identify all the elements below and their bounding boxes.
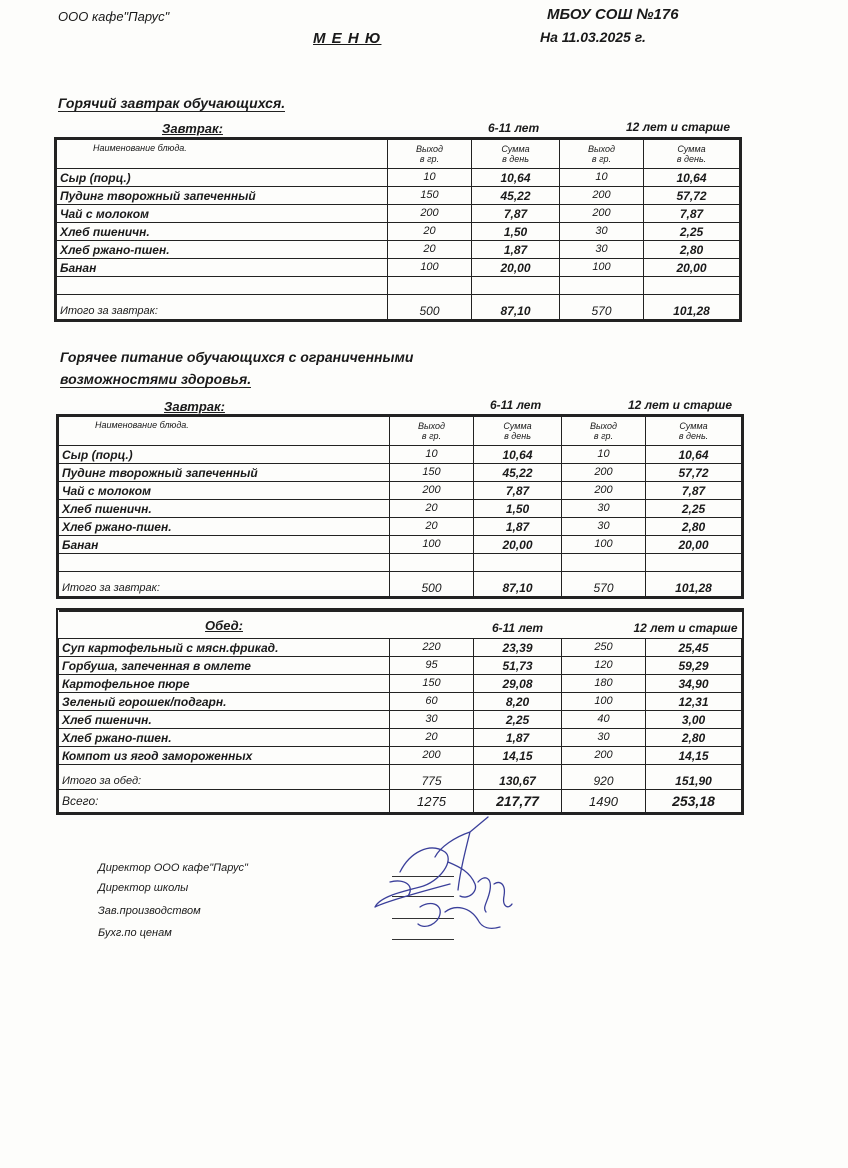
portion-12plus: 180 xyxy=(562,675,646,693)
table-header-row xyxy=(57,140,740,169)
portion-12plus: 10 xyxy=(562,446,646,464)
portion-6-11: 20 xyxy=(388,223,472,241)
portion-6-11: 200 xyxy=(390,482,474,500)
price-12plus: 25,45 xyxy=(646,639,742,657)
grand-price-12plus: 253,18 xyxy=(646,790,742,813)
portion-12plus: 30 xyxy=(560,223,644,241)
portion-12plus: 200 xyxy=(562,747,646,765)
price-6-11: 1,87 xyxy=(474,518,562,536)
dish-name: Хлеб пшеничн. xyxy=(59,711,390,729)
table-row-empty xyxy=(59,554,742,572)
dish-name: Чай с молоком xyxy=(59,482,390,500)
total-label: Итого за завтрак: xyxy=(59,572,390,597)
col-out1-header: Выход в гр. xyxy=(388,140,472,169)
portion-6-11: 100 xyxy=(388,259,472,277)
col-out2-header: Выход в гр. xyxy=(562,417,646,446)
grand-total-label: Всего: xyxy=(59,790,390,813)
price-6-11: 10,64 xyxy=(474,446,562,464)
price-6-11: 1,87 xyxy=(472,241,560,259)
section2-age2: 12 лет и старше xyxy=(628,398,733,412)
portion-6-11: 150 xyxy=(390,675,474,693)
price-6-11: 1,50 xyxy=(472,223,560,241)
dish-name: Сыр (порц.) xyxy=(57,169,388,187)
portion-12plus: 30 xyxy=(562,518,646,536)
section1-age1: 6-11 лет xyxy=(488,121,540,135)
portion-6-11: 20 xyxy=(390,729,474,747)
table-row-empty xyxy=(57,277,740,295)
dish-name: Хлеб ржано-пшен. xyxy=(59,729,390,747)
table-row xyxy=(57,169,740,187)
total-portion-6-11: 775 xyxy=(390,765,474,790)
portion-6-11: 150 xyxy=(390,464,474,482)
price-6-11: 7,87 xyxy=(474,482,562,500)
company-name: ООО кафе"Парус" xyxy=(58,9,170,24)
portion-6-11: 95 xyxy=(390,657,474,675)
table-row xyxy=(59,518,742,536)
total-portion-12plus: 570 xyxy=(562,572,646,597)
portion-12plus: 100 xyxy=(560,259,644,277)
portion-12plus: 200 xyxy=(560,205,644,223)
table-row xyxy=(57,205,740,223)
lunch-header-row xyxy=(59,611,742,639)
portion-12plus: 200 xyxy=(560,187,644,205)
price-12plus: 3,00 xyxy=(646,711,742,729)
price-12plus: 34,90 xyxy=(646,675,742,693)
portion-12plus: 120 xyxy=(562,657,646,675)
table-total-row xyxy=(59,572,742,597)
table-row xyxy=(59,675,742,693)
dish-name: Хлеб ржано-пшен. xyxy=(57,241,388,259)
signature-director-school-label: Директор школы xyxy=(98,882,189,894)
col-out2-header: Выход в гр. xyxy=(560,140,644,169)
portion-12plus: 100 xyxy=(562,693,646,711)
lunch-age1: 6-11 лет xyxy=(474,611,562,639)
portion-6-11: 20 xyxy=(390,500,474,518)
table-row xyxy=(59,482,742,500)
price-12plus: 57,72 xyxy=(644,187,740,205)
price-12plus: 57,72 xyxy=(646,464,742,482)
menu-date: На 11.03.2025 г. xyxy=(540,29,646,45)
section1-meal-label: Завтрак: xyxy=(162,121,223,136)
price-12plus: 2,25 xyxy=(646,500,742,518)
portion-6-11: 220 xyxy=(390,639,474,657)
col-sum2-header: Сумма в день. xyxy=(644,140,740,169)
dish-name: Пудинг творожный запеченный xyxy=(57,187,388,205)
breakfast-table-1 xyxy=(56,139,740,320)
total-price-12plus: 101,28 xyxy=(644,295,740,320)
portion-6-11: 10 xyxy=(388,169,472,187)
portion-12plus: 200 xyxy=(562,482,646,500)
table-row xyxy=(59,446,742,464)
price-6-11: 1,50 xyxy=(474,500,562,518)
price-12plus: 2,80 xyxy=(644,241,740,259)
price-6-11: 2,25 xyxy=(474,711,562,729)
price-6-11: 29,08 xyxy=(474,675,562,693)
portion-12plus: 100 xyxy=(562,536,646,554)
col-sum2-header: Сумма в день. xyxy=(646,417,742,446)
table-row xyxy=(57,241,740,259)
breakfast-table-2 xyxy=(58,416,742,597)
section2-title-line2: возможностями здоровья. xyxy=(60,371,252,387)
portion-6-11: 150 xyxy=(388,187,472,205)
lunch-label: Обед: xyxy=(205,617,243,633)
section2-title-line1: Горячее питание обучающихся с ограниченными xyxy=(60,349,414,365)
dish-name: Суп картофельный с мясн.фрикад. xyxy=(59,639,390,657)
table-total-row xyxy=(59,765,742,790)
table-row xyxy=(59,536,742,554)
dish-name: Банан xyxy=(59,536,390,554)
table-row xyxy=(59,729,742,747)
total-price-12plus: 101,28 xyxy=(646,572,742,597)
price-12plus: 7,87 xyxy=(646,482,742,500)
table-row xyxy=(59,693,742,711)
grand-total-row xyxy=(59,790,742,813)
portion-12plus: 30 xyxy=(562,500,646,518)
total-price-6-11: 87,10 xyxy=(474,572,562,597)
grand-portion-12plus: 1490 xyxy=(562,790,646,813)
dish-name: Картофельное пюре xyxy=(59,675,390,693)
section2-meal-label: Завтрак: xyxy=(164,399,225,414)
lunch-table xyxy=(58,610,742,813)
signature-accountant-label: Бухг.по ценам xyxy=(98,927,172,939)
table-row xyxy=(57,259,740,277)
price-6-11: 20,00 xyxy=(474,536,562,554)
section2-age1: 6-11 лет xyxy=(490,398,542,412)
price-12plus: 20,00 xyxy=(646,536,742,554)
signature-director-cafe-label: Директор ООО кафе"Парус" xyxy=(98,862,248,874)
dish-name: Компот из ягод замороженных xyxy=(59,747,390,765)
dish-name: Банан xyxy=(57,259,388,277)
dish-name: Хлеб пшеничн. xyxy=(59,500,390,518)
menu-title: М Е Н Ю xyxy=(313,30,382,47)
col-name-header: Наименование блюда. xyxy=(57,140,388,169)
table-header-row xyxy=(59,417,742,446)
price-6-11: 7,87 xyxy=(472,205,560,223)
portion-6-11: 20 xyxy=(388,241,472,259)
price-6-11: 1,87 xyxy=(474,729,562,747)
total-label: Итого за завтрак: xyxy=(57,295,388,320)
portion-6-11: 200 xyxy=(390,747,474,765)
table-row xyxy=(59,657,742,675)
price-12plus: 10,64 xyxy=(644,169,740,187)
total-price-6-11: 87,10 xyxy=(472,295,560,320)
price-6-11: 45,22 xyxy=(474,464,562,482)
price-6-11: 23,39 xyxy=(474,639,562,657)
total-price-6-11: 130,67 xyxy=(474,765,562,790)
total-price-12plus: 151,90 xyxy=(646,765,742,790)
portion-6-11: 20 xyxy=(390,518,474,536)
price-12plus: 20,00 xyxy=(644,259,740,277)
price-6-11: 8,20 xyxy=(474,693,562,711)
table-total-row xyxy=(57,295,740,320)
table-row xyxy=(57,223,740,241)
price-12plus: 10,64 xyxy=(646,446,742,464)
portion-12plus: 10 xyxy=(560,169,644,187)
price-6-11: 45,22 xyxy=(472,187,560,205)
total-portion-6-11: 500 xyxy=(388,295,472,320)
grand-price-6-11: 217,77 xyxy=(474,790,562,813)
total-portion-12plus: 920 xyxy=(562,765,646,790)
dish-name: Чай с молоком xyxy=(57,205,388,223)
portion-6-11: 30 xyxy=(390,711,474,729)
price-12plus: 59,29 xyxy=(646,657,742,675)
col-sum1-header: Сумма в день xyxy=(474,417,562,446)
section1-title: Горячий завтрак обучающихся. xyxy=(58,95,286,111)
total-label: Итого за обед: xyxy=(59,765,390,790)
price-12plus: 14,15 xyxy=(646,747,742,765)
table-row xyxy=(59,711,742,729)
price-6-11: 14,15 xyxy=(474,747,562,765)
portion-6-11: 60 xyxy=(390,693,474,711)
dish-name: Хлеб пшеничн. xyxy=(57,223,388,241)
portion-12plus: 30 xyxy=(560,241,644,259)
price-12plus: 2,25 xyxy=(644,223,740,241)
table-row xyxy=(59,747,742,765)
col-name-header: Наименование блюда. xyxy=(59,417,390,446)
handwritten-signatures xyxy=(360,812,530,947)
price-12plus: 2,80 xyxy=(646,518,742,536)
price-12plus: 2,80 xyxy=(646,729,742,747)
portion-6-11: 10 xyxy=(390,446,474,464)
portion-12plus: 30 xyxy=(562,729,646,747)
portion-12plus: 250 xyxy=(562,639,646,657)
dish-name: Хлеб ржано-пшен. xyxy=(59,518,390,536)
price-12plus: 12,31 xyxy=(646,693,742,711)
price-6-11: 20,00 xyxy=(472,259,560,277)
portion-6-11: 200 xyxy=(388,205,472,223)
grand-portion-6-11: 1275 xyxy=(390,790,474,813)
col-out1-header: Выход в гр. xyxy=(390,417,474,446)
total-portion-6-11: 500 xyxy=(390,572,474,597)
table-row xyxy=(59,639,742,657)
price-12plus: 7,87 xyxy=(644,205,740,223)
table-row xyxy=(59,500,742,518)
table-row xyxy=(59,464,742,482)
portion-6-11: 100 xyxy=(390,536,474,554)
lunch-age2: 12 лет и старше xyxy=(562,611,742,639)
price-6-11: 51,73 xyxy=(474,657,562,675)
table-row xyxy=(57,187,740,205)
price-6-11: 10,64 xyxy=(472,169,560,187)
school-name: МБОУ СОШ №176 xyxy=(547,6,679,23)
col-sum1-header: Сумма в день xyxy=(472,140,560,169)
total-portion-12plus: 570 xyxy=(560,295,644,320)
dish-name: Горбуша, запеченная в омлете xyxy=(59,657,390,675)
dish-name: Сыр (порц.) xyxy=(59,446,390,464)
portion-12plus: 40 xyxy=(562,711,646,729)
dish-name: Зеленый горошек/подгарн. xyxy=(59,693,390,711)
portion-12plus: 200 xyxy=(562,464,646,482)
section1-age2: 12 лет и старше xyxy=(626,120,731,134)
signature-production-label: Зав.производством xyxy=(98,905,201,917)
dish-name: Пудинг творожный запеченный xyxy=(59,464,390,482)
